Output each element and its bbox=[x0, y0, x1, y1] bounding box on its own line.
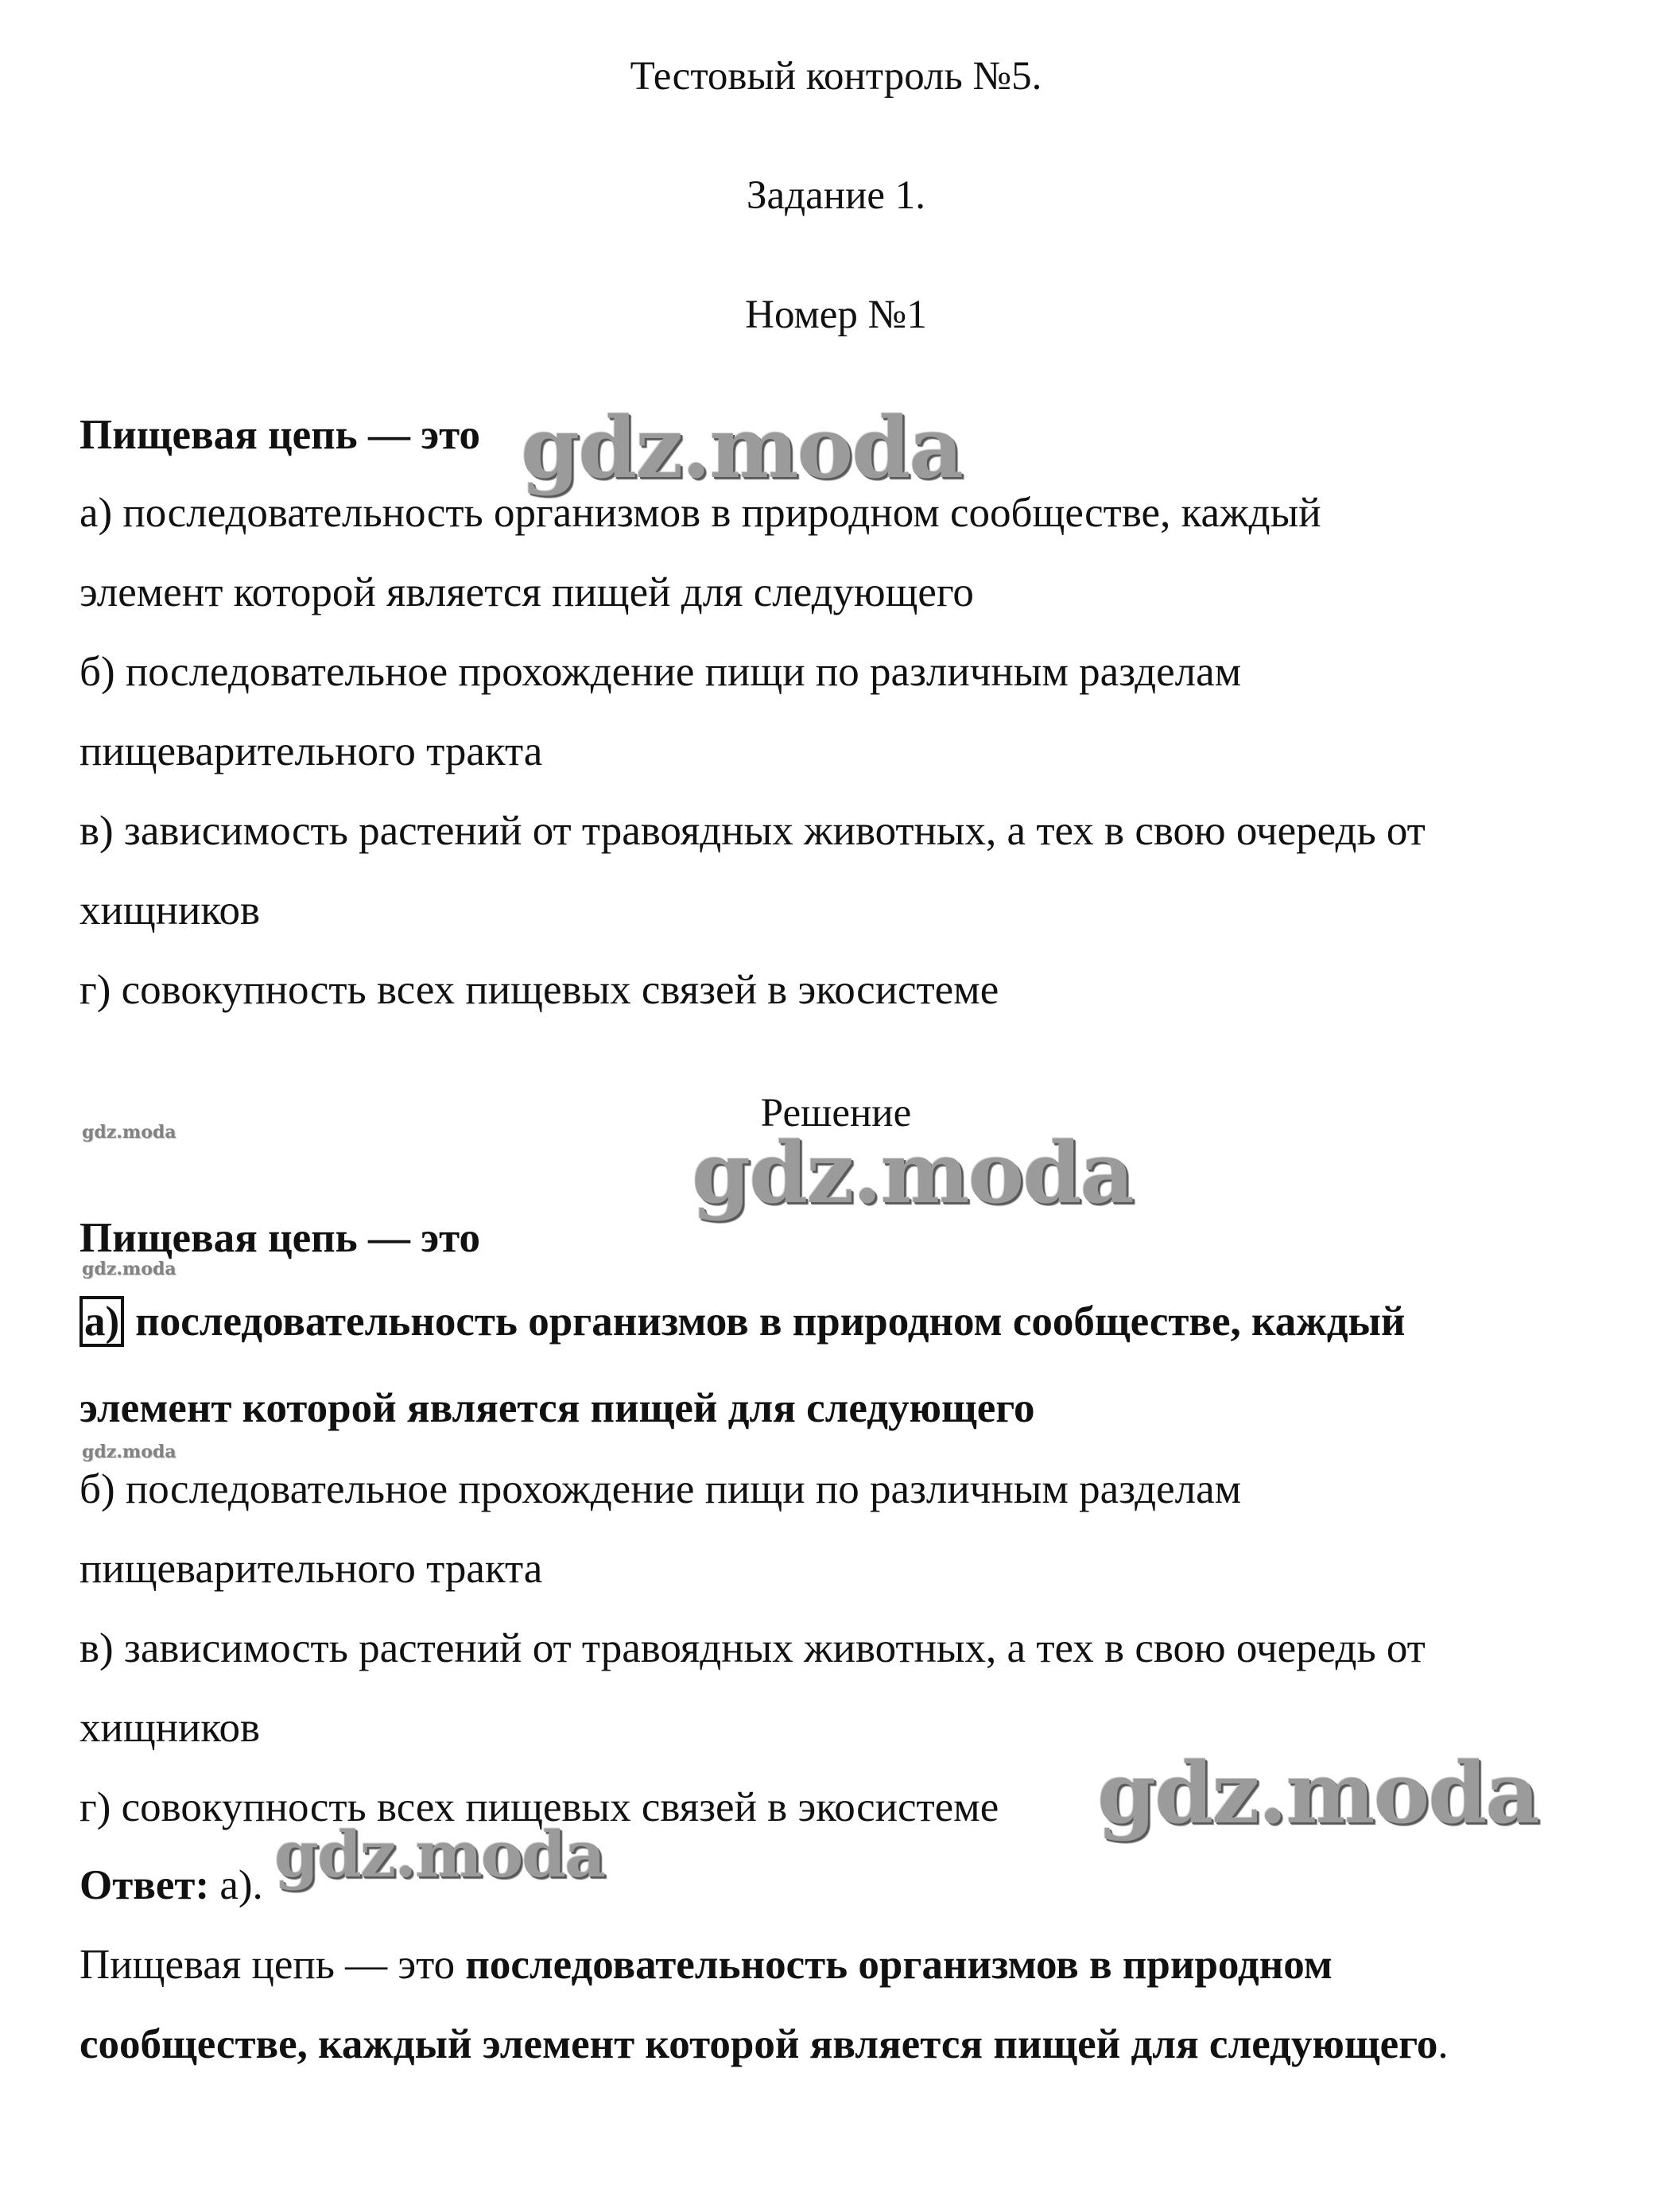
solution-option-c-line1: в) зависимость растений от травоядных животных, а тех в свою очередь от bbox=[80, 1625, 1426, 1671]
answer-label: Ответ: bbox=[80, 1862, 210, 1908]
watermark-small: gdz.moda bbox=[82, 1122, 177, 1143]
task-number: Номер №1 bbox=[745, 293, 927, 337]
question-option-c-line2: хищников bbox=[80, 887, 260, 933]
correct-option-text: последовательность организмов в природном сообществе, каждый bbox=[135, 1298, 1406, 1345]
task-heading: Задание 1. bbox=[747, 173, 925, 218]
watermark-small: gdz.moda bbox=[82, 1442, 177, 1462]
solution-heading: Решение bbox=[760, 1091, 912, 1135]
explanation-end: . bbox=[1437, 2021, 1449, 2067]
solution-correct-option-line1 bbox=[80, 1296, 1405, 1347]
solution-correct-option-line2: элемент которой является пищей для следующего bbox=[80, 1385, 1035, 1431]
question-option-d: г) совокупность всех пищевых связей в экосистеме bbox=[80, 967, 999, 1013]
answer-line bbox=[80, 1861, 263, 1910]
correct-letter-box: а) bbox=[80, 1296, 124, 1347]
solution-option-b-line2: пищеварительного тракта bbox=[80, 1546, 543, 1592]
solution-option-b-line1: б) последовательное прохождение пищи по различным разделам bbox=[80, 1466, 1242, 1512]
question-option-a-line2: элемент которой является пищей для следующего bbox=[80, 569, 974, 615]
solution-option-d: г) совокупность всех пищевых связей в экосистеме bbox=[80, 1784, 999, 1830]
watermark-small: gdz.moda bbox=[82, 1259, 177, 1279]
explanation-bold-1: последовательность организмов в природном bbox=[465, 1942, 1333, 1988]
answer-value: а). bbox=[219, 1862, 263, 1908]
watermark-logo: gdz.moda bbox=[692, 1123, 1133, 1222]
question-option-c-line1: в) зависимость растений от травоядных животных, а тех в свою очередь от bbox=[80, 808, 1426, 854]
question-option-b-line2: пищеварительного тракта bbox=[80, 728, 543, 774]
watermark-logo: gdz.moda bbox=[521, 398, 962, 497]
explanation-bold-2: сообществе, каждый элемент которой является пищей для следующего bbox=[80, 2021, 1438, 2067]
watermark-logo: gdz.moda bbox=[274, 1817, 604, 1892]
solution-stem: Пищевая цепь — это bbox=[80, 1215, 480, 1261]
explanation-prefix: Пищевая цепь — это bbox=[80, 1942, 466, 1988]
page-title: Тестовый контроль №5. bbox=[630, 54, 1042, 99]
question-option-a-line1: а) последовательность организмов в природном сообществе, каждый bbox=[80, 490, 1321, 536]
question-option-b-line1: б) последовательное прохождение пищи по различным разделам bbox=[80, 649, 1242, 695]
answer-explanation-line1 bbox=[80, 1940, 1333, 1989]
answer-explanation-line2 bbox=[80, 2020, 1449, 2069]
solution-option-c-line2: хищников bbox=[80, 1705, 260, 1751]
watermark-logo: gdz.moda bbox=[1097, 1743, 1538, 1842]
question-stem: Пищевая цепь — это bbox=[80, 412, 480, 458]
